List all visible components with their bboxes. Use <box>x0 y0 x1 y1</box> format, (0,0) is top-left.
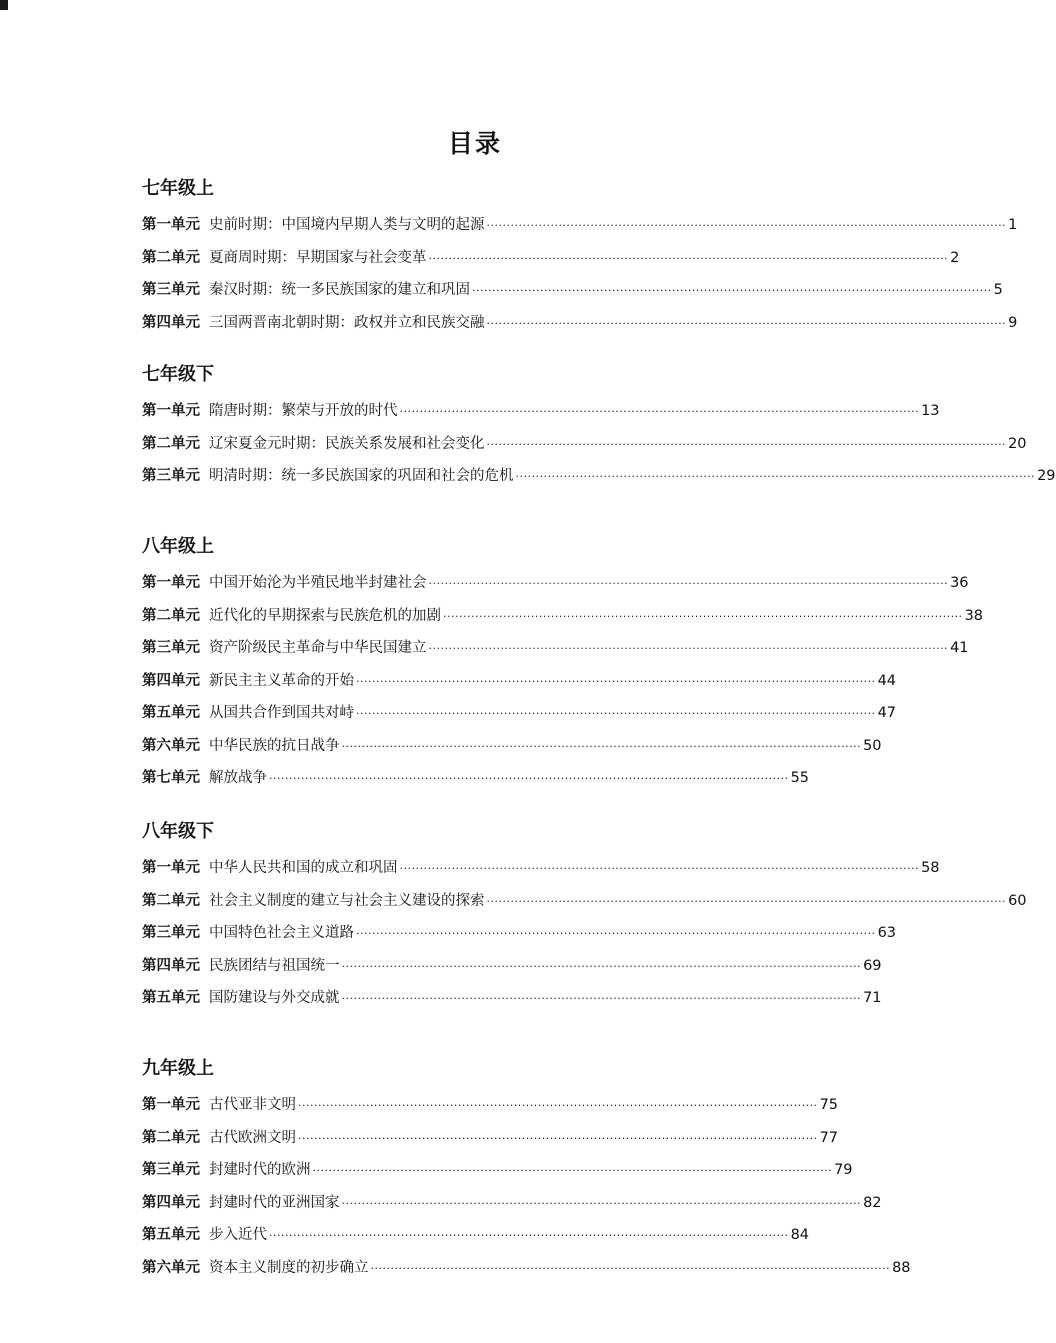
toc-entry[interactable] <box>142 736 882 756</box>
toc-entry-page-number: 63 <box>877 925 897 941</box>
section-heading: 八年级上 <box>142 536 214 557</box>
toc-entry-topic: 社会主义制度的建立与社会主义建设的探索 <box>209 893 485 909</box>
toc-entry-unit: 第四单元 <box>142 958 200 974</box>
dot-leader: ·································································································································· <box>486 219 1007 232</box>
toc-entry-unit: 第六单元 <box>142 1260 200 1276</box>
toc-entry[interactable] <box>142 1193 882 1213</box>
toc-entry-topic: 中华民族的抗日战争 <box>209 738 340 754</box>
toc-entry-unit: 第四单元 <box>142 673 200 689</box>
toc-entry-topic: 中国开始沦为半殖民地半封建社会 <box>209 575 427 591</box>
toc-entry[interactable] <box>142 703 897 723</box>
toc-entry-unit: 第一单元 <box>142 575 200 591</box>
toc-entry-topic: 三国两晋南北朝时期：政权并立和民族交融 <box>209 315 485 331</box>
section-heading: 八年级下 <box>142 821 214 842</box>
toc-entry-topic: 辽宋夏金元时期：民族关系发展和社会变化 <box>209 436 485 452</box>
toc-entry[interactable] <box>142 858 940 878</box>
dot-leader: ·································································································································· <box>443 610 963 623</box>
toc-entry-topic: 封建时代的欧洲 <box>209 1162 311 1178</box>
toc-entry[interactable] <box>142 768 810 788</box>
dot-leader: ·································································································································· <box>298 1132 818 1145</box>
toc-entry-page-number: 55 <box>790 770 810 786</box>
section-heading: 九年级上 <box>142 1058 214 1079</box>
dot-leader: ·································································································································· <box>341 740 862 753</box>
toc-entry-unit: 第四单元 <box>142 1195 200 1211</box>
dot-leader: ·································································································································· <box>312 1164 833 1177</box>
dot-leader: ·································································································································· <box>269 1229 789 1242</box>
toc-entry-unit: 第七单元 <box>142 770 200 786</box>
toc-entry-unit: 第二单元 <box>142 608 200 624</box>
toc-entry-page-number: 13 <box>921 403 940 419</box>
toc-entry-unit: 第二单元 <box>142 250 200 266</box>
toc-entry[interactable] <box>142 671 897 691</box>
dot-leader: ·································································································································· <box>472 284 992 297</box>
dot-leader: ·································································································································· <box>269 772 789 785</box>
dot-leader: ·································································································································· <box>399 405 920 418</box>
toc-entry[interactable] <box>142 1160 853 1180</box>
dot-leader: ·································································································································· <box>428 252 949 265</box>
toc-entry-topic: 步入近代 <box>209 1227 267 1243</box>
toc-entry-topic: 隋唐时期：繁荣与开放的时代 <box>209 403 398 419</box>
dot-leader: ·································································································································· <box>341 992 862 1005</box>
dot-leader: ·································································································································· <box>298 1099 818 1112</box>
scan-corner-mark <box>0 0 8 10</box>
toc-entry-page-number: 58 <box>921 860 940 876</box>
dot-leader: ·································································································································· <box>486 895 1007 908</box>
toc-entry-unit: 第四单元 <box>142 315 200 331</box>
toc-entry-topic: 夏商周时期：早期国家与社会变革 <box>209 250 427 266</box>
toc-entry-unit: 第五单元 <box>142 990 200 1006</box>
toc-entry-page-number: 36 <box>950 575 969 591</box>
dot-leader: ·································································································································· <box>428 642 949 655</box>
toc-entry-page-number: 79 <box>834 1162 853 1178</box>
toc-entry-page-number: 47 <box>877 705 897 721</box>
toc-entry-unit: 第六单元 <box>142 738 200 754</box>
toc-entry-page-number: 82 <box>863 1195 882 1211</box>
toc-entry-topic: 国防建设与外交成就 <box>209 990 340 1006</box>
toc-entry-page-number: 9 <box>1008 315 1018 331</box>
toc-entry-page-number: 75 <box>819 1097 839 1113</box>
toc-entry-unit: 第一单元 <box>142 403 200 419</box>
toc-entry-topic: 明清时期：统一多民族国家的巩固和社会的危机 <box>209 468 514 484</box>
toc-entry[interactable] <box>142 988 882 1008</box>
toc-entry-unit: 第三单元 <box>142 282 200 298</box>
toc-entry-page-number: 77 <box>819 1130 839 1146</box>
toc-entry[interactable] <box>142 891 1027 911</box>
toc-entry-page-number: 38 <box>964 608 984 624</box>
toc-entry[interactable] <box>142 248 960 268</box>
toc-entry-page-number: 69 <box>863 958 882 974</box>
toc-entry-topic: 史前时期：中国境内早期人类与文明的起源 <box>209 217 485 233</box>
toc-entry-page-number: 20 <box>1008 436 1027 452</box>
toc-entry[interactable] <box>142 638 969 658</box>
page-title: 目录 <box>447 129 502 158</box>
dot-leader: ·································································································································· <box>399 862 920 875</box>
toc-entry-unit: 第三单元 <box>142 468 200 484</box>
toc-entry-unit: 第五单元 <box>142 705 200 721</box>
toc-entry[interactable] <box>142 573 969 593</box>
toc-entry[interactable] <box>142 1225 810 1245</box>
toc-entry-topic: 新民主主义革命的开始 <box>209 673 354 689</box>
section-heading: 七年级上 <box>142 178 214 199</box>
toc-entry-topic: 从国共合作到国共对峙 <box>209 705 354 721</box>
toc-entry-page-number: 29 <box>1037 468 1056 484</box>
dot-leader: ·································································································································· <box>486 438 1007 451</box>
toc-entry-topic: 中国特色社会主义道路 <box>209 925 354 941</box>
toc-entry-page-number: 50 <box>863 738 882 754</box>
toc-entry-topic: 资本主义制度的初步确立 <box>209 1260 369 1276</box>
toc-entry-page-number: 5 <box>993 282 1003 298</box>
toc-entry-topic: 近代化的早期探索与民族危机的加剧 <box>209 608 441 624</box>
toc-entry-page-number: 41 <box>950 640 969 656</box>
toc-entry-page-number: 84 <box>790 1227 810 1243</box>
toc-entry[interactable] <box>142 215 1018 235</box>
toc-entry-unit: 第二单元 <box>142 893 200 909</box>
toc-entry-unit: 第五单元 <box>142 1227 200 1243</box>
dot-leader: ·································································································································· <box>515 470 1036 483</box>
toc-entry-topic: 民族团结与祖国统一 <box>209 958 340 974</box>
toc-entry[interactable] <box>142 313 1018 333</box>
toc-entry-topic: 资产阶级民主革命与中华民国建立 <box>209 640 427 656</box>
toc-entry-topic: 封建时代的亚洲国家 <box>209 1195 340 1211</box>
toc-entry-topic: 解放战争 <box>209 770 267 786</box>
toc-entry[interactable] <box>142 606 984 626</box>
dot-leader: ·································································································································· <box>356 927 876 940</box>
dot-leader: ·································································································································· <box>370 1262 891 1275</box>
toc-entry-page-number: 44 <box>877 673 897 689</box>
toc-entry[interactable] <box>142 1128 839 1148</box>
dot-leader: ·································································································································· <box>428 577 949 590</box>
toc-entry[interactable] <box>142 1258 911 1278</box>
dot-leader: ·································································································································· <box>356 675 876 688</box>
toc-entry[interactable] <box>142 956 882 976</box>
toc-entry-topic: 中华人民共和国的成立和巩固 <box>209 860 398 876</box>
toc-entry-unit: 第三单元 <box>142 925 200 941</box>
toc-entry[interactable] <box>142 401 940 421</box>
toc-entry[interactable] <box>142 923 897 943</box>
toc-entry-unit: 第一单元 <box>142 860 200 876</box>
toc-entry-unit: 第一单元 <box>142 1097 200 1113</box>
toc-entry-topic: 秦汉时期：统一多民族国家的建立和巩固 <box>209 282 470 298</box>
toc-entry-page-number: 88 <box>892 1260 911 1276</box>
dot-leader: ·································································································································· <box>486 317 1007 330</box>
toc-entry[interactable] <box>142 434 1027 454</box>
toc-entry-page-number: 2 <box>950 250 960 266</box>
toc-entry-topic: 古代欧洲文明 <box>209 1130 296 1146</box>
toc-entry-unit: 第二单元 <box>142 1130 200 1146</box>
toc-entry-unit: 第一单元 <box>142 217 200 233</box>
toc-entry-topic: 古代亚非文明 <box>209 1097 296 1113</box>
toc-entry[interactable] <box>142 1095 839 1115</box>
section-heading: 七年级下 <box>142 364 214 385</box>
toc-entry-page-number: 71 <box>863 990 882 1006</box>
toc-entry[interactable] <box>142 466 1056 486</box>
toc-entry-unit: 第三单元 <box>142 1162 200 1178</box>
dot-leader: ·································································································································· <box>341 1197 862 1210</box>
toc-entry[interactable] <box>142 280 1003 300</box>
toc-entry-unit: 第三单元 <box>142 640 200 656</box>
toc-entry-page-number: 1 <box>1008 217 1018 233</box>
dot-leader: ·································································································································· <box>341 960 862 973</box>
dot-leader: ·································································································································· <box>356 707 876 720</box>
toc-entry-page-number: 60 <box>1008 893 1027 909</box>
toc-entry-unit: 第二单元 <box>142 436 200 452</box>
